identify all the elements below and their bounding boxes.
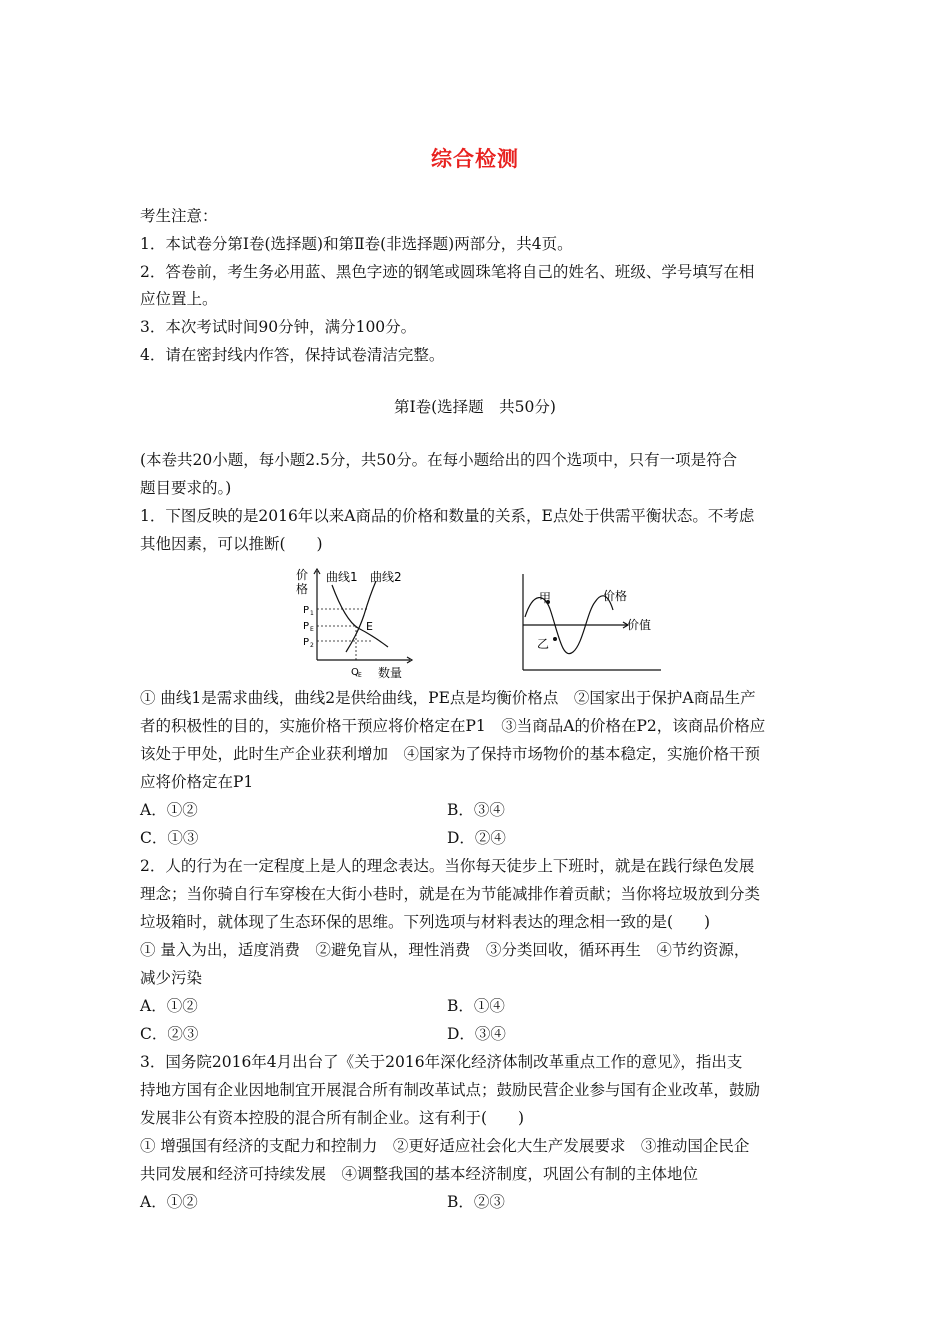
qe-label: Q — [351, 667, 359, 678]
notice-item: 应位置上。 — [140, 290, 218, 308]
supply-demand-graph — [290, 565, 420, 683]
pe-subscript: E — [310, 626, 314, 633]
notice-item: 2．答卷前，考生务必用蓝、黑色字迹的钢笔或圆珠笔将自己的姓名、班级、学号填写在相 — [140, 263, 755, 281]
question-2-statement: 减少污染 — [140, 969, 203, 987]
question-2-stem: 垃圾箱时，就体现了生态环保的思维。下列选项与材料表达的理念相一致的是( ) — [140, 913, 711, 931]
curve2-label: 曲线2 — [370, 570, 402, 584]
question-2-statement: ① 量入为出，适度消费 ②避免盲从，理性消费 ③分类回收，循环再生 ④节约资源， — [140, 941, 750, 959]
value-line-label: 价值 — [627, 618, 652, 632]
question-1-statement: 该处于甲处，此时生产企业获利增加 ④国家为了保持市场物价的基本稳定，实施价格干预 — [140, 745, 761, 763]
q3-option-b[interactable]: B．②③ — [447, 1193, 505, 1211]
question-2-stem: 2．人的行为在一定程度上是人的理念表达。当你每天徒步上下班时，就是在践行绿色发展 — [140, 857, 755, 875]
notice-heading: 考生注意： — [140, 207, 218, 225]
notice-item: 3．本次考试时间90分钟，满分100分。 — [140, 318, 417, 336]
question-1-statement: 者的积极性的目的，实施价格干预应将价格定在P1 ③当商品A的价格在P2，该商品价格应 — [140, 717, 766, 735]
q1-option-c[interactable]: C．①③ — [140, 829, 199, 847]
equilibrium-point-label: E — [366, 620, 373, 633]
p2-subscript: 2 — [310, 642, 314, 649]
question-1-stem: 其他因素，可以推断( ) — [140, 535, 323, 553]
point-jia-label: 甲 — [539, 591, 552, 605]
q2-option-b[interactable]: B．①④ — [447, 997, 505, 1015]
curve1-label: 曲线1 — [326, 570, 358, 584]
section-intro: (本卷共20小题，每小题2.5分，共50分。在每小题给出的四个选项中，只有一项是符合 — [140, 451, 738, 469]
q2-option-d[interactable]: D．③④ — [447, 1025, 506, 1043]
p2-label: P — [303, 637, 310, 648]
page-title: 综合检测 — [431, 147, 519, 171]
p1-subscript: 1 — [310, 610, 314, 617]
question-3-statement: ① 增强国有经济的支配力和控制力 ②更好适应社会化大生产发展要求 ③推动国企民企 — [140, 1137, 750, 1155]
q2-option-a[interactable]: A．①② — [140, 997, 198, 1015]
question-1-statement: 应将价格定在P1 — [140, 773, 254, 791]
point-yi-label: 乙 — [537, 637, 550, 651]
y-axis-label: 格 — [296, 582, 309, 596]
q3-option-a[interactable]: A．①② — [140, 1193, 198, 1211]
section-heading: 第Ⅰ卷(选择题 共50分) — [394, 398, 556, 416]
price-curve-label: 价格 — [603, 589, 628, 603]
p1-label: P — [303, 605, 310, 616]
x-axis-label: 数量 — [378, 666, 403, 680]
q1-option-d[interactable]: D．②④ — [447, 829, 506, 847]
question-3-stem: 持地方国有企业因地制宜开展混合所有制改革试点；鼓励民营企业参与国有企业改革，鼓励 — [140, 1081, 761, 1099]
question-1-stem: 1．下图反映的是2016年以来A商品的价格和数量的关系，E点处于供需平衡状态。不考虑 — [140, 507, 755, 525]
demand-curve — [332, 585, 388, 647]
q1-option-b[interactable]: B．③④ — [447, 801, 505, 819]
question-1-statement: ① 曲线1是需求曲线，曲线2是供给曲线，PE点是均衡价格点 ②国家出于保护A商品生产 — [140, 689, 756, 707]
pe-label: P — [303, 621, 310, 632]
section-intro: 题目要求的。) — [140, 479, 232, 497]
price-value-graph — [515, 572, 665, 674]
notice-item: 4．请在密封线内作答，保持试卷清洁完整。 — [140, 346, 445, 364]
notice-item: 1．本试卷分第Ⅰ卷(选择题)和第Ⅱ卷(非选择题)两部分，共4页。 — [140, 235, 573, 253]
q1-option-a[interactable]: A．①② — [140, 801, 198, 819]
qe-subscript: E — [358, 672, 362, 679]
question-2-stem: 理念；当你骑自行车穿梭在大街小巷时，就是在为节能减排作着贡献；当你将垃圾放到分类 — [140, 885, 761, 903]
question-3-stem: 发展非公有资本控股的混合所有制企业。这有利于( ) — [140, 1109, 525, 1127]
question-3-statement: 共同发展和经济可持续发展 ④调整我国的基本经济制度，巩固公有制的主体地位 — [140, 1165, 699, 1183]
y-axis-label: 价 — [296, 568, 309, 582]
q2-option-c[interactable]: C．②③ — [140, 1025, 199, 1043]
question-3-stem: 3．国务院2016年4月出台了《关于2016年深化经济体制改革重点工作的意见》，指出支 — [140, 1053, 743, 1071]
